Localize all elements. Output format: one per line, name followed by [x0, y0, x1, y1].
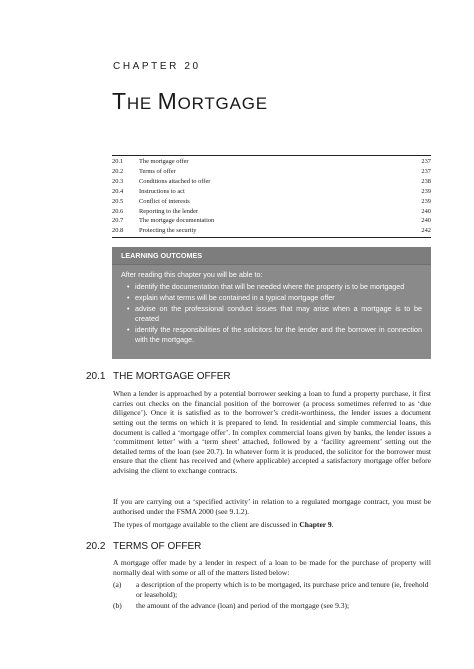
section-heading-20-1 [86, 371, 231, 382]
chapter-reference-link[interactable]: Chapter 9 [299, 520, 332, 529]
section-heading-20-2 [86, 541, 201, 552]
list-item-text: the amount of the advance (loan) and period of the mortgage (see 9.3); [136, 601, 350, 610]
chapter-title-part-1: HE [126, 94, 158, 113]
list-item-text: a description of the property which is to be mortgaged, its purchase price and tenure (ie, freehold or leasehold); [136, 580, 429, 599]
toc-row[interactable] [112, 157, 431, 167]
learning-outcome-item: • advise on the professional conduct issues that may arise when a mortgage is to be created [112, 304, 422, 323]
learning-outcome-item: • explain what terms will be contained in a typical mortgage offer [112, 293, 422, 303]
section-20-2-paragraph-1: A mortgage offer made by a lender in respect of a loan to be made for the purchase of property will normally deal with some or all of the matters listed below: [113, 558, 431, 577]
chapter-title [112, 88, 268, 115]
toc-page: 240 [421, 207, 431, 215]
toc-number: 20.7 [112, 217, 124, 225]
toc-page: 237 [421, 158, 431, 165]
learning-outcomes-box [112, 247, 431, 359]
toc-row[interactable] [112, 187, 431, 197]
toc-number: 20.6 [112, 207, 124, 215]
section-20-1-paragraph-1: When a lender is approached by a potential borrower seeking a loan to fund a property purchase, it first carries out checks on the financial position of the borrower (a process sometimes referred to as ‘due diligence’). Once it is satisfied as to the borrower’s credit-worthiness, the lender issues a document setting out the terms on which it is prepared to lend. In residential and simple commercial loans, this document is called a ‘mortgage offer’. In complex commercial loans given by banks, the lender issues a ‘commitment letter’ with a ‘term sheet’ attached, followed by a ‘facility agreement’ setting out the detailed terms of the loan (see 20.7). In whatever form it is produced, the solicitor for the borrower must ensure that the client has received and (where applicable) accepted a satisfactory mortgage offer before advising the client to exchange contracts. [113, 389, 431, 475]
toc-title: Conditions attached to offer [139, 177, 211, 185]
list-item-marker: (b) [113, 601, 122, 610]
toc-row[interactable] [112, 177, 431, 187]
list-item-marker: (a) [113, 580, 122, 589]
learning-outcome-item: • identify the responsibilities of the solicitors for the lender and the borrower in connection with the mortgage. [112, 325, 422, 344]
list-item [113, 601, 431, 611]
toc-page: 239 [421, 187, 431, 195]
toc-title: The mortgage documentation [139, 217, 215, 225]
toc-title: Protecting the security [139, 227, 197, 235]
toc-page: 239 [421, 197, 431, 205]
toc-number: 20.3 [112, 177, 124, 185]
toc-title: Conflict of interests [139, 197, 190, 205]
toc-page: 240 [421, 217, 431, 225]
table-of-contents [112, 155, 431, 238]
section-number: 20.2 [86, 541, 106, 552]
learning-outcome-item: • identify the documentation that will be needed where the property is to be mortgaged [112, 282, 422, 292]
list-item [113, 580, 431, 599]
toc-number: 20.2 [112, 167, 124, 175]
section-title: TERMS OF OFFER [113, 541, 202, 552]
section-20-1-paragraph-2: If you are carrying out a ‘specified activity’ in relation to a regulated mortgage contract, you must be authorised under the FSMA 2000 (see 9.1.2). [113, 497, 431, 516]
chapter-title-initial-1: T [112, 88, 127, 114]
toc-title: Reporting to the lender [139, 207, 199, 215]
toc-page: 242 [421, 227, 431, 235]
learning-outcomes-heading: LEARNING OUTCOMES [112, 247, 431, 265]
toc-row[interactable] [112, 167, 431, 177]
section-number: 20.1 [86, 371, 106, 382]
toc-page: 237 [421, 167, 431, 175]
learning-outcomes-list [112, 282, 431, 344]
toc-title: The mortgage offer [139, 158, 189, 165]
toc-number: 20.5 [112, 197, 124, 205]
toc-row[interactable] [112, 226, 431, 236]
learning-outcomes-intro: After reading this chapter you will be able to: [121, 270, 263, 279]
toc-row[interactable] [112, 207, 431, 217]
toc-number: 20.1 [112, 158, 124, 165]
section-20-1-paragraph-3 [113, 520, 431, 530]
toc-number: 20.4 [112, 187, 124, 195]
chapter-title-part-2: ORTGAGE [177, 94, 268, 113]
section-title: THE MORTGAGE OFFER [113, 371, 231, 382]
toc-row[interactable] [112, 197, 431, 207]
toc-number: 20.8 [112, 227, 124, 235]
toc-title: Terms of offer [139, 167, 176, 175]
toc-page: 238 [421, 177, 431, 185]
chapter-label: CHAPTER 20 [113, 61, 201, 72]
toc-title: Instructions to act [139, 187, 185, 195]
paragraph-text: The types of mortgage available to the client are discussed in [113, 520, 300, 529]
chapter-title-initial-2: M [157, 88, 178, 114]
toc-row[interactable] [112, 216, 431, 226]
paragraph-text: . [331, 520, 334, 529]
